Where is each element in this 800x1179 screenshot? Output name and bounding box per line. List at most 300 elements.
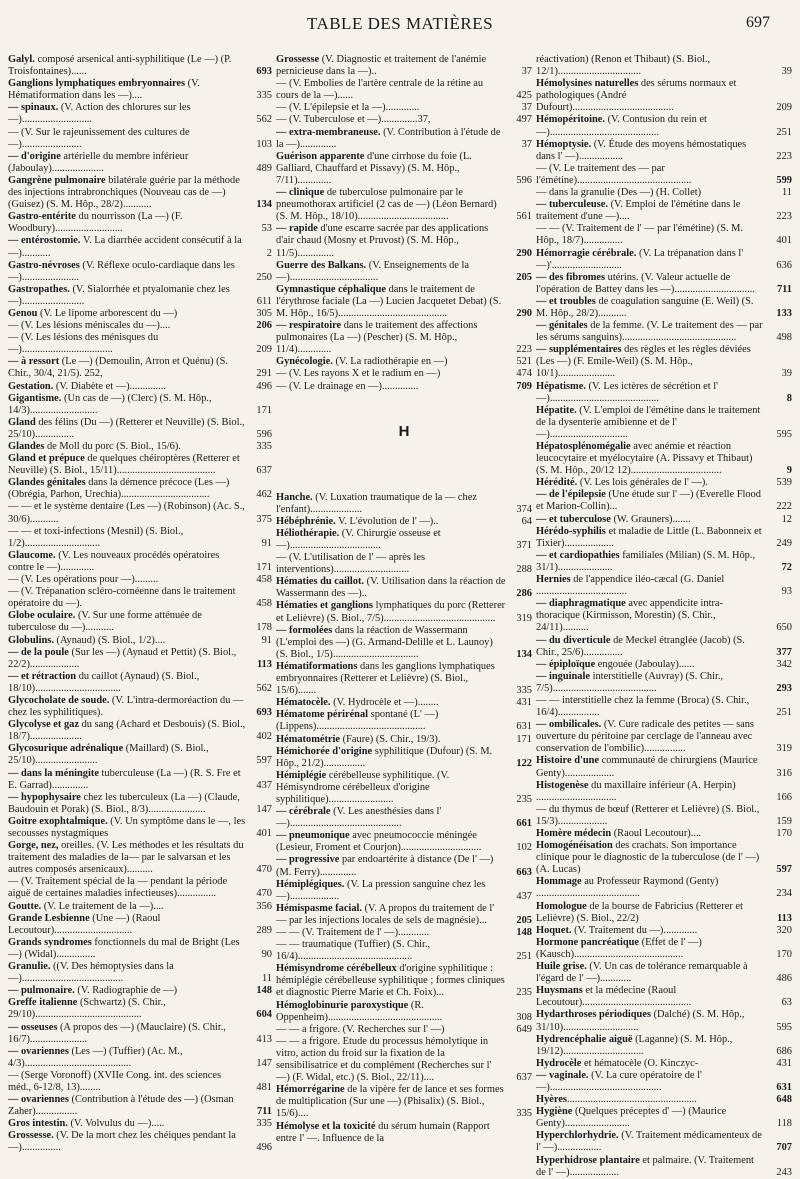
entry-page-number: 637 xyxy=(256,465,272,477)
entry-reference: oreilles. (V. Les méthodes et les résultats du traitement des maladies de la— par le salvarsan et les autres composés arsenicaux).......... xyxy=(8,840,244,876)
entry-text xyxy=(8,997,246,1021)
entry-page-number: 308 xyxy=(516,1011,532,1023)
entry-page-number: 118 xyxy=(776,1118,792,1130)
entry-term: Hépatite. xyxy=(536,404,577,416)
entry-reference: avec appendicite intra-thoracique (Kirmisson, Morestin) (S. Chir., 24/11).......... xyxy=(536,598,723,634)
entry-reference: (V. Hydrocèle et —)........ xyxy=(330,697,439,709)
entry-page-number: 401 xyxy=(256,828,272,839)
entry-term: — spinaux. xyxy=(8,102,59,114)
entry-term: — épiploïque xyxy=(536,658,596,670)
entry-reference: (Une étude sur l' —) (Everelle Flood et Marion-Collin)... xyxy=(536,489,761,513)
entry-page-number: 37 xyxy=(521,138,532,150)
entry-reference: de tuberculose pulmonaire par le pneumothorax artificiel (2 cas de —) (Léon Bernard) (S. M. Hôp., 18/10)................................... xyxy=(276,187,497,223)
entry-page-number: 53 xyxy=(261,223,272,235)
entry-text xyxy=(536,925,766,937)
index-entry xyxy=(8,127,272,151)
entry-term: Homogénéisation xyxy=(536,840,613,852)
page-header xyxy=(0,0,800,46)
entry-reference: des règles et les règles déviées (Les —) (F. Emile-Weil) (S. M. Hôp., 10/1)...................... xyxy=(536,344,751,380)
entry-page-number: 489 xyxy=(256,162,272,174)
entry-page-number: 458 xyxy=(256,574,272,586)
entry-term: — clinique xyxy=(276,187,325,199)
entry-reference: V. La diarrhée accident consécutif à la —)........... xyxy=(8,235,242,259)
entry-page-number: 562 xyxy=(256,114,272,126)
index-entry xyxy=(536,901,792,925)
entry-page-number: 458 xyxy=(256,598,272,610)
index-entry xyxy=(8,356,272,380)
entry-reference: (V. Cure radicale des petites — sans ouverture du péritoine par cerclage de l'anneau avec conservation de l'ombilic)................ xyxy=(536,719,754,755)
index-entry xyxy=(8,284,272,308)
entry-reference: (V. Traitement médicamenteux de l' —)................. xyxy=(536,1130,762,1154)
entry-page-number: 470 xyxy=(256,888,272,900)
index-entry xyxy=(276,528,532,552)
entry-text xyxy=(8,127,246,151)
entry-page-number: 8 xyxy=(786,392,792,404)
entry-page-number: 711 xyxy=(776,283,792,295)
entry-text xyxy=(8,719,246,743)
entry-text xyxy=(8,393,246,417)
entry-term: Glycolyse et gaz xyxy=(8,719,79,731)
entry-page-number: 486 xyxy=(776,973,792,985)
index-entry xyxy=(536,526,792,550)
entry-text xyxy=(8,1130,246,1154)
index-entry xyxy=(8,695,272,719)
entry-reference: (V. Un cas de tolérance remarquable à l'égard de l' —)............ xyxy=(536,961,748,985)
entry-text xyxy=(8,211,246,235)
entry-term: — génitales xyxy=(536,320,588,332)
entry-page-number: 631 xyxy=(516,721,532,733)
entry-page-number: 147 xyxy=(256,1057,272,1069)
index-entry xyxy=(536,163,792,187)
entry-page-number: 72 xyxy=(781,561,792,573)
entry-term: Globe oculaire. xyxy=(8,610,76,622)
entry-reference: (V. Radiographie de —) xyxy=(74,985,178,997)
index-entry xyxy=(8,441,272,453)
entry-term: Gastropathes. xyxy=(8,283,70,295)
entry-text xyxy=(276,1121,506,1145)
index-entry xyxy=(536,598,792,634)
entry-reference: du nourrisson (La —) (F. Woodbury).......................... xyxy=(8,211,183,235)
entry-text xyxy=(536,1009,766,1033)
entry-text xyxy=(536,272,766,296)
entry-text xyxy=(536,840,766,876)
entry-reference: ((V. Des hémoptysies dans la —)....................................... xyxy=(8,961,174,985)
entry-text xyxy=(8,695,246,719)
entry-page-number: 37 xyxy=(521,66,532,78)
index-entry xyxy=(8,526,272,550)
entry-page-number: 289 xyxy=(256,924,272,936)
entry-page-number: 63 xyxy=(781,997,792,1009)
entry-page-number: 159 xyxy=(776,815,792,827)
entry-reference: (Contribution à l'étude des —) (Osman Zaher)................ xyxy=(8,1094,234,1118)
entry-reference: (V. La pression sanguine chez les —)................... xyxy=(276,878,486,902)
entry-term: Hémisyndrome cérébelleux xyxy=(276,963,397,975)
index-entry xyxy=(8,1130,272,1154)
entry-reference: (V. Les ictères de sécrétion et l' —).......................................... xyxy=(536,380,719,404)
entry-page-number: 234 xyxy=(776,888,792,900)
entry-reference: (V. Contribution à l'étude de la —).............. xyxy=(276,126,501,150)
index-entry xyxy=(536,223,792,247)
entry-term: Glandes génitales xyxy=(8,477,86,489)
entry-page-number: 251 xyxy=(516,951,532,963)
entry-term: Hémolysines naturelles xyxy=(536,78,639,90)
entry-reference: (Raoul Lecoutour).... xyxy=(611,828,702,839)
entry-text xyxy=(536,1058,766,1070)
index-entry xyxy=(276,78,532,102)
entry-text xyxy=(536,441,766,477)
entry-page-number: 539 xyxy=(776,477,792,489)
entry-page-number: 663 xyxy=(516,866,532,878)
entry-reference: avec anémie et réaction leucocytaire et myélocytaire (A. Pissavy et Thibaut) (S. M. Hôp., 20/12 12)................................... xyxy=(536,441,753,477)
entry-term: Histogenèse xyxy=(536,779,589,791)
entry-reference: engouée (Jaboulay)...... xyxy=(595,658,695,670)
entry-page-number: 171 xyxy=(256,561,272,573)
index-entry xyxy=(536,961,792,985)
index-entry xyxy=(8,235,272,259)
index-entry xyxy=(536,381,792,405)
entry-page-number: 134 xyxy=(516,648,532,660)
entry-reference: (V. La radiothérapie en —) xyxy=(332,356,448,368)
entry-text xyxy=(536,985,766,1009)
entry-text xyxy=(8,320,246,332)
entry-term: Glandes xyxy=(8,441,45,452)
entry-reference: — — et toxi-infections (Mesnil) (S. Biol., 1/2)............................. xyxy=(8,525,184,549)
index-entry xyxy=(8,453,272,477)
index-entry xyxy=(276,223,532,259)
entry-text xyxy=(8,610,246,634)
entry-text xyxy=(8,1094,246,1118)
entry-reference: communauté de chirurgiens (Maurice Genty)................... xyxy=(536,755,758,779)
entry-reference: — (V. Le drainage en —).............. xyxy=(276,380,419,392)
entry-text xyxy=(276,552,506,576)
entry-page-number: 134 xyxy=(256,199,272,211)
entry-text xyxy=(8,260,246,284)
index-entry xyxy=(8,719,272,743)
entry-text xyxy=(536,671,766,695)
entry-page-number: 595 xyxy=(776,428,792,440)
entry-reference: — — (V. Traitement de l' —)............ xyxy=(276,927,430,938)
index-column-1 xyxy=(8,54,272,1179)
entry-text xyxy=(8,526,246,550)
entry-term: — à ressort xyxy=(8,356,60,368)
entry-text xyxy=(536,719,766,755)
index-column-2 xyxy=(276,54,532,1179)
entry-page-number: 371 xyxy=(516,540,532,551)
entry-page-number: 39 xyxy=(781,66,792,78)
index-entry xyxy=(8,1070,272,1094)
entry-text xyxy=(276,78,506,102)
index-entry xyxy=(276,102,532,114)
entry-reference: (A propos des —) (Mauclaire) (S. Chir., 16/7)...................... xyxy=(8,1021,226,1045)
entry-text xyxy=(276,1036,506,1084)
index-entry xyxy=(8,54,272,78)
entry-text xyxy=(536,695,766,719)
entry-page-number: 11 xyxy=(781,187,792,199)
entry-text xyxy=(536,755,766,779)
entry-text xyxy=(8,647,246,671)
index-entry xyxy=(536,937,792,961)
entry-term: Hommage xyxy=(536,876,582,888)
entry-text xyxy=(8,381,246,393)
entry-page-number: 631 xyxy=(776,1081,792,1093)
entry-text xyxy=(276,734,506,746)
entry-reference: de la vipère fer de lance et ses formes de multiplication (Sur une —) (Phisalix) (S. Biol., 15/6).... xyxy=(276,1084,504,1120)
entry-text xyxy=(276,187,506,223)
entry-text xyxy=(8,876,246,900)
entry-reference: dans la réaction de Wassermann (L'emploi des —) (G. Armand-Delille et L. Launoy) (S. Biol., 1/5)................................. xyxy=(276,624,493,660)
entry-term: Gland xyxy=(8,416,36,428)
index-entry xyxy=(8,417,272,441)
entry-page-number: 707 xyxy=(776,1142,792,1154)
entry-text xyxy=(276,903,506,927)
entry-reference: (Faure) (S. Chir., 19/3). xyxy=(340,733,441,745)
index-entry xyxy=(276,734,532,746)
entry-term: Gastro-entérite xyxy=(8,211,76,223)
entry-term: — du diverticule xyxy=(536,634,611,646)
entry-term: Héliothérapie. xyxy=(276,527,340,539)
index-entry xyxy=(8,937,272,961)
entry-text xyxy=(8,961,246,985)
index-entry xyxy=(276,625,532,661)
entry-reference: (V. Le traitement de la —).... xyxy=(41,900,164,912)
entry-term: Gros intestin. xyxy=(8,1118,68,1130)
index-entry xyxy=(536,755,792,779)
entry-text xyxy=(8,586,246,610)
entry-page-number: 431 xyxy=(516,697,532,709)
entry-text xyxy=(8,151,246,175)
entry-term: Hématocèle. xyxy=(276,697,331,709)
entry-page-number: 693 xyxy=(256,66,272,78)
index-entry xyxy=(276,187,532,223)
entry-reference: (V. Les anesthésies dans l' —)........................................... xyxy=(276,806,442,830)
index-entry xyxy=(276,770,532,806)
entry-page-number: 2 xyxy=(266,247,272,259)
entry-text xyxy=(8,1046,246,1070)
entry-term: — diaphragmatique xyxy=(536,598,626,610)
entry-term: — cérébrale xyxy=(276,806,331,818)
entry-text xyxy=(536,344,766,380)
entry-reference: (V. Chirurgie osseuse et —)................................... xyxy=(276,527,441,551)
entry-text xyxy=(8,78,246,102)
entry-text xyxy=(276,381,506,393)
entry-reference: — du thymus de bœuf (Retterer et Lelièvre) (S. Biol., 15/3)................... xyxy=(536,803,760,827)
index-entry xyxy=(536,1094,792,1106)
entry-term: — d'origine xyxy=(8,150,61,162)
index-entry xyxy=(536,320,792,344)
entry-page-number: 170 xyxy=(776,828,792,839)
page-number: 697 xyxy=(746,14,770,31)
entry-page-number: 561 xyxy=(516,211,532,223)
entry-reference: artérielle du membre inférieur (Jaboulay).................... xyxy=(8,150,189,174)
index-entry xyxy=(536,719,792,755)
entry-page-number: 335 xyxy=(256,90,272,102)
entry-page-number: 93 xyxy=(781,586,792,598)
entry-reference: de coagulation sanguine (E. Weil) (S. M. Hôp., 28/2)........... xyxy=(536,295,754,319)
entry-reference: interstitielle (Auvray) (S. Chir., 7/5)........................................ xyxy=(536,670,724,694)
entry-page-number: 133 xyxy=(776,307,792,319)
entry-page-number: 413 xyxy=(256,1033,272,1045)
entry-page-number: 470 xyxy=(256,864,272,876)
entry-reference: au Professeur Raymond (Genty) ........................................ xyxy=(536,876,719,900)
entry-term: — pulmonaire. xyxy=(8,985,75,997)
entry-text xyxy=(276,927,506,939)
entry-term: Hématométrie xyxy=(276,733,341,745)
entry-term: Gastro-névroses xyxy=(8,259,80,271)
entry-reference: (V. Diabète et —).............. xyxy=(53,380,166,392)
entry-page-number: 305 xyxy=(256,307,272,319)
entry-text xyxy=(536,320,766,344)
entry-term: Ganglions lymphatiques embryonnaires xyxy=(8,78,186,90)
entry-term: Hérédo-syphilis xyxy=(536,525,606,537)
entry-reference: — (V. Trépanation scléro-cornéenne dans le traitement opératoire du —). xyxy=(8,586,236,610)
entry-page-number: 290 xyxy=(516,307,532,319)
entry-reference: de Moll du porc (S. Biol., 15/6). xyxy=(44,441,181,452)
entry-reference: (Le —) (Demoulin, Arron et Quénu) (S. Chir., 30/4, 21/5). 252, xyxy=(8,356,228,380)
entry-term: — ombilicales. xyxy=(536,719,602,731)
entry-reference: réactivation) (Renon et Thibaut) (S. Biol., 12/1)................................ xyxy=(536,54,711,78)
entry-page-number: 375 xyxy=(256,513,272,525)
entry-reference: (V. Le lipome arborescent du —) xyxy=(37,307,178,319)
entry-text xyxy=(8,635,246,647)
index-entry xyxy=(8,501,272,525)
entry-reference: (Sur les —) (Aynaud et Pettit) (S. Biol., 22/2)................... xyxy=(8,646,237,670)
entry-term: Hoquet. xyxy=(536,924,572,936)
index-entry xyxy=(8,768,272,792)
index-entry xyxy=(276,806,532,830)
entry-reference: (Quelques préceptes d' —) (Maurice Genty)......................... xyxy=(536,1106,727,1130)
entry-text xyxy=(8,477,246,501)
entry-reference: — (Serge Voronoff) (XVIIe Cong. int. des sciences méd., 6-12/8, 13)........ xyxy=(8,1069,222,1093)
entry-page-number: 171 xyxy=(256,404,272,416)
entry-reference: — (V. Les opérations pour —)......... xyxy=(8,574,159,586)
entry-term: Huysmans xyxy=(536,985,583,997)
entry-text xyxy=(8,792,246,816)
entry-page-number: 102 xyxy=(516,842,532,854)
index-entry xyxy=(536,828,792,840)
index-entry xyxy=(276,492,532,516)
entry-text xyxy=(536,477,766,489)
entry-term: — inguinale xyxy=(536,670,590,682)
entry-term: Homologue xyxy=(536,900,587,912)
entry-reference: par endoartérite à distance (De l' —) (M. Ferry).............. xyxy=(276,854,494,878)
entry-reference: — (V. Les lésions méniscales du —).... xyxy=(8,320,171,332)
entry-term: Hygiène xyxy=(536,1106,573,1118)
entry-reference: (Dalché) (S. M. Hôp., 31/10)............................. xyxy=(536,1009,745,1033)
entry-term: Gangrène pulmonaire xyxy=(8,174,106,186)
entry-text xyxy=(8,913,246,937)
entry-page-number: 648 xyxy=(776,1094,792,1106)
entry-term: — rapide xyxy=(276,223,318,235)
entry-text xyxy=(276,528,506,552)
entry-text xyxy=(276,625,506,661)
entry-reference: d'origine syphilitique : hémiplégie cérébelleuse syphilitique ; formes cliniques et diagnostic Pierre Marie et Ch. Foix)... xyxy=(276,963,505,999)
entry-reference: et hématocèle (O. Kinczyc- xyxy=(581,1057,699,1069)
entry-term: Histoire d'une xyxy=(536,755,600,767)
entry-term: Hormone pancréatique xyxy=(536,936,640,948)
entry-text xyxy=(536,114,766,138)
entry-text xyxy=(8,550,246,574)
index-entry xyxy=(276,1084,532,1120)
entry-page-number: 402 xyxy=(256,731,272,743)
entry-term: Guerre des Balkans. xyxy=(276,259,367,271)
entry-text xyxy=(536,187,766,199)
entry-text xyxy=(8,453,246,477)
entry-page-number: 335 xyxy=(516,685,532,697)
entry-reference: (Une —) (Raoul Lecoutour).............................. xyxy=(8,912,161,936)
entry-text xyxy=(276,54,506,78)
index-entry xyxy=(536,780,792,804)
entry-page-number: 250 xyxy=(256,271,272,283)
entry-reference: — — traumatique (Tuffier) (S. Chir., 16/4)............................................ xyxy=(276,939,431,963)
entry-page-number: 481 xyxy=(256,1081,272,1093)
entry-page-number: 251 xyxy=(776,707,792,719)
entry-term: — formolées xyxy=(276,624,333,636)
index-entry xyxy=(536,199,792,223)
entry-text xyxy=(536,1094,766,1106)
entry-reference: (V. Les lois générales de l' —). xyxy=(577,477,708,489)
entry-term: Genou xyxy=(8,307,38,319)
entry-reference: de la femme. (V. Le traitement des — par les sérums sanguins)............................................ xyxy=(536,320,763,344)
entry-page-number: 286 xyxy=(516,588,532,600)
entry-reference: .................................................. xyxy=(566,1094,697,1106)
entry-term: Globulins. xyxy=(8,634,54,646)
entry-page-number: 709 xyxy=(516,380,532,392)
entry-term: Glycosurique adrénalique xyxy=(8,743,124,755)
entry-page-number: 9 xyxy=(786,465,792,477)
entry-text xyxy=(276,963,506,999)
entry-text xyxy=(536,405,766,441)
entry-text xyxy=(276,661,506,697)
entry-term: Gymnastique céphalique xyxy=(276,283,386,295)
index-entry xyxy=(8,477,272,501)
entry-reference: d'une escarre sacrée par des applications d'air chaud (Mosny et Pruvost) (S. M. Hôp., 11/5).............. xyxy=(276,223,489,259)
entry-text xyxy=(536,296,766,320)
entry-page-number: 205 xyxy=(516,914,532,926)
index-entry xyxy=(8,175,272,211)
index-entry xyxy=(536,514,792,526)
entry-term: Grossesse. xyxy=(8,1130,54,1142)
entry-term: Hanche. xyxy=(276,491,313,503)
entry-page-number: 342 xyxy=(776,658,792,670)
entry-page-number: 611 xyxy=(256,295,272,307)
entry-text xyxy=(536,514,766,526)
entry-reference: spontané (L' —) (Lippens).......................................... xyxy=(276,709,439,733)
entry-reference: dans le traitement de l'érythrose faciale (La —) Lucien Jacquetet Debat) (S. M. Hôp., 16/5).......................................... xyxy=(276,283,502,319)
entry-term: — vaginale. xyxy=(536,1069,589,1081)
entry-page-number: 37 xyxy=(521,102,532,114)
entry-page-number: 335 xyxy=(516,1108,532,1120)
entry-term: — de la poule xyxy=(8,646,69,658)
entry-page-number: 604 xyxy=(256,1009,272,1021)
entry-reference: (R. Oppenheim)............................................ xyxy=(276,999,443,1023)
entry-reference: des crachats. Son importance clinique pour le diagnostic de la tuberculose (de l' —) (A. Lucas) xyxy=(536,840,760,876)
entry-reference: (V. Contusion du rein et —).......................................... xyxy=(536,114,707,138)
entry-reference: de la bourse de Fabricius (Retterer et Lelièvre) (S. Biol., 22/2) xyxy=(536,900,743,924)
index-entry xyxy=(536,1009,792,1033)
entry-reference: avec pneumococcie méningée (Lesieur, Froment et Courjon)............................... xyxy=(276,830,482,854)
entry-reference: — (V. Les rayons X et le radium en —) xyxy=(276,368,441,380)
entry-page-number: 12 xyxy=(781,513,792,525)
entry-reference: (V. La cure opératoire de l' —)........................................... xyxy=(536,1069,702,1093)
entry-reference: (Un cas de —) (Clerc) (S. M. Hôp., 14/3).......................... xyxy=(8,392,212,416)
index-entry xyxy=(276,661,532,697)
entry-text xyxy=(276,1024,506,1036)
entry-text xyxy=(536,635,766,659)
entry-reference: — (V. L'épilepsie et la —)............. xyxy=(276,102,420,114)
index-columns xyxy=(8,54,792,1178)
entry-reference: et la médecine (Raoul Lecoutour).......................................... xyxy=(536,985,692,1009)
entry-reference: (V. L'emploi de l'émétine dans le traitement de la dysenterie amibienne et de l' —).............................. xyxy=(536,404,761,440)
